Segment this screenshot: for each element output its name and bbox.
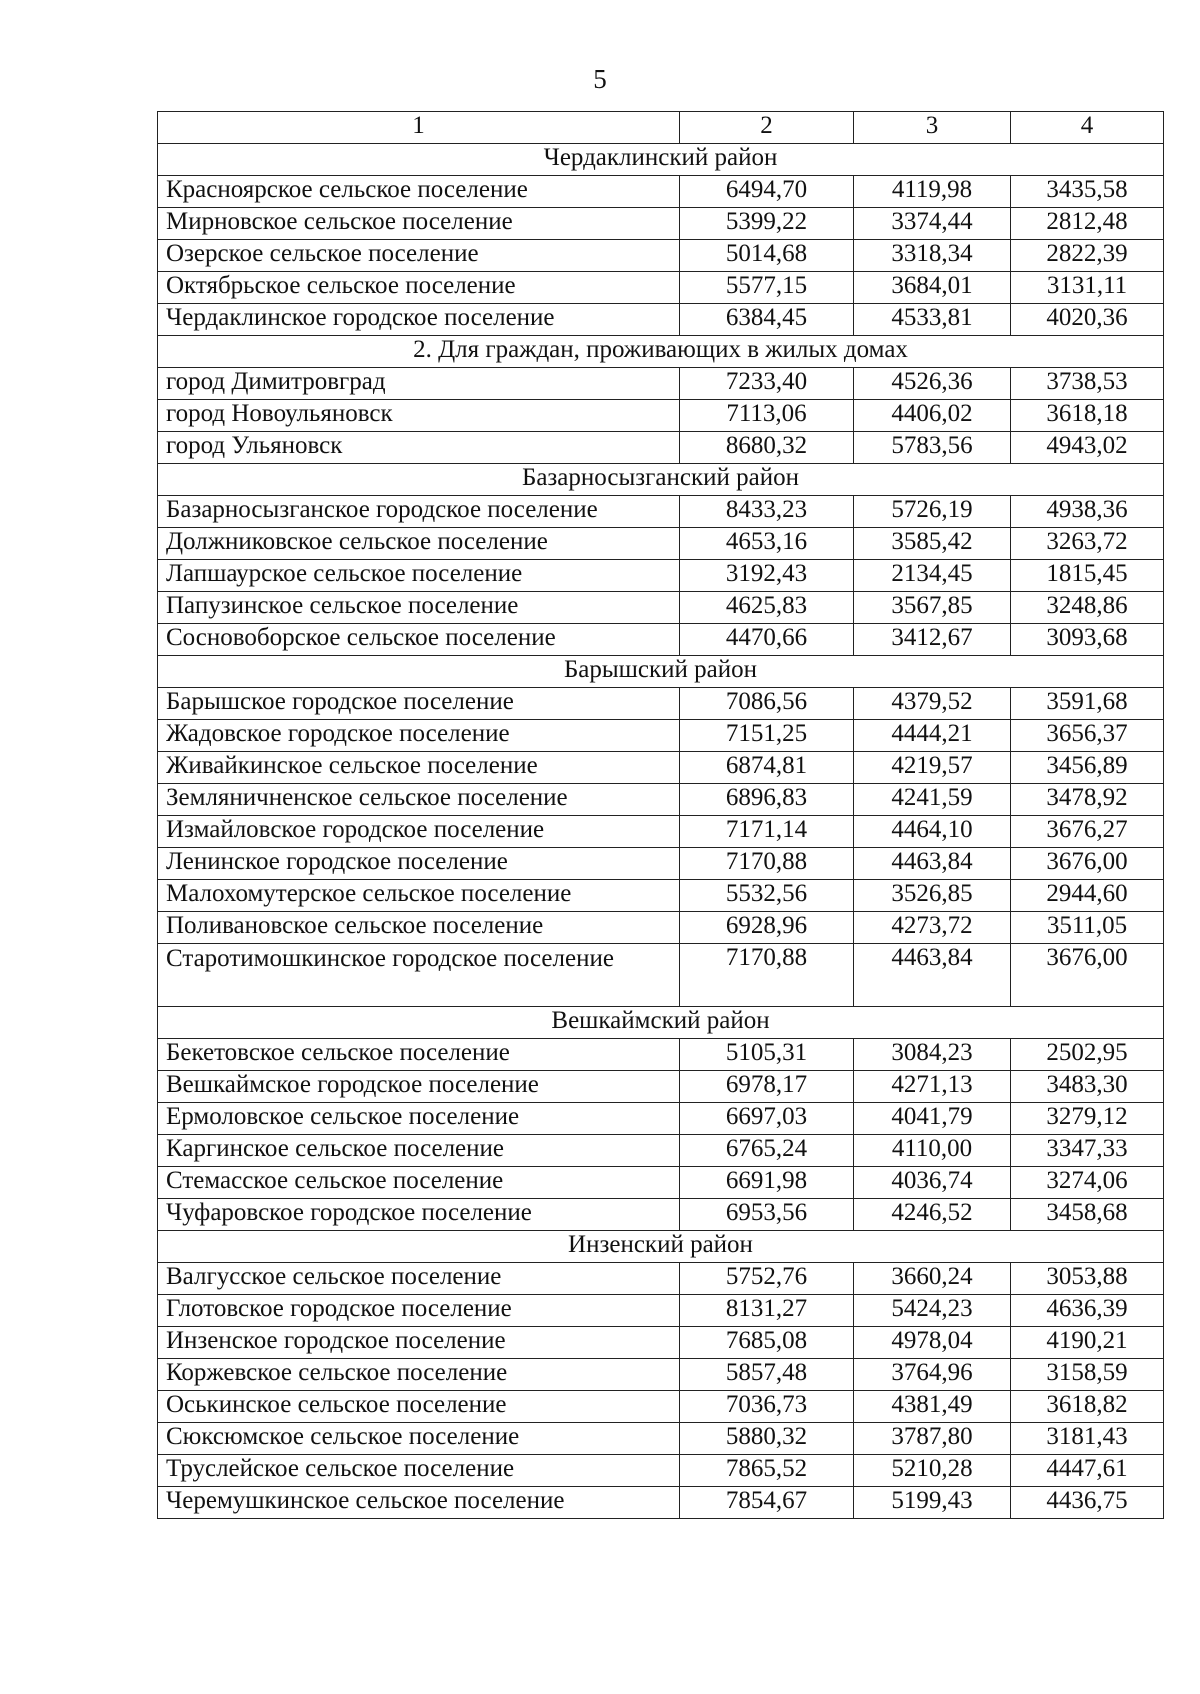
value-col2-cell: 7171,14 bbox=[680, 816, 854, 848]
page-number: 5 bbox=[593, 64, 607, 94]
section-title: Инзенский район bbox=[158, 1231, 1164, 1263]
table-body bbox=[158, 112, 1164, 1519]
value-col3-cell: 3526,85 bbox=[854, 880, 1011, 912]
settlement-name-cell: Должниковское сельское поселение bbox=[158, 528, 680, 560]
value-col3-cell: 3660,24 bbox=[854, 1263, 1011, 1295]
table-row bbox=[158, 528, 1164, 560]
value-col3-cell: 4379,52 bbox=[854, 688, 1011, 720]
value-col4-cell: 3158,59 bbox=[1011, 1359, 1164, 1391]
value-col2-cell: 7086,56 bbox=[680, 688, 854, 720]
table-row bbox=[158, 1071, 1164, 1103]
value-col4-cell: 3591,68 bbox=[1011, 688, 1164, 720]
table-row bbox=[158, 912, 1164, 944]
table-row bbox=[158, 624, 1164, 656]
settlement-name-cell: Малохомутерское сельское поселение bbox=[158, 880, 680, 912]
value-col4-cell: 3279,12 bbox=[1011, 1103, 1164, 1135]
table-row bbox=[158, 1103, 1164, 1135]
table-row bbox=[158, 1295, 1164, 1327]
table-row bbox=[158, 1455, 1164, 1487]
section-row bbox=[158, 1007, 1164, 1039]
table-row bbox=[158, 1039, 1164, 1071]
value-col4-cell: 2812,48 bbox=[1011, 208, 1164, 240]
settlement-name-cell: Измайловское городское поселение bbox=[158, 816, 680, 848]
column-header-2: 2 bbox=[680, 112, 854, 144]
section-title: Чердаклинский район bbox=[158, 144, 1164, 176]
table-row bbox=[158, 496, 1164, 528]
settlement-name-cell: Барышское городское поселение bbox=[158, 688, 680, 720]
value-col2-cell: 6494,70 bbox=[680, 176, 854, 208]
table-row bbox=[158, 944, 1164, 1007]
settlement-name-cell: Ермоловское сельское поселение bbox=[158, 1103, 680, 1135]
settlement-name-cell: Лапшаурское сельское поселение bbox=[158, 560, 680, 592]
settlement-name-cell: Красноярское сельское поселение bbox=[158, 176, 680, 208]
table-row bbox=[158, 240, 1164, 272]
value-col4-cell: 4190,21 bbox=[1011, 1327, 1164, 1359]
section-title: Барышский район bbox=[158, 656, 1164, 688]
value-col4-cell: 4943,02 bbox=[1011, 432, 1164, 464]
value-col3-cell: 4444,21 bbox=[854, 720, 1011, 752]
value-col2-cell: 7170,88 bbox=[680, 944, 854, 1007]
section-title: Базарносызганский район bbox=[158, 464, 1164, 496]
value-col3-cell: 4119,98 bbox=[854, 176, 1011, 208]
settlement-name-cell: Сюксюмское сельское поселение bbox=[158, 1423, 680, 1455]
value-col3-cell: 4273,72 bbox=[854, 912, 1011, 944]
settlement-name-cell: Коржевское сельское поселение bbox=[158, 1359, 680, 1391]
value-col4-cell: 3053,88 bbox=[1011, 1263, 1164, 1295]
value-col3-cell: 4241,59 bbox=[854, 784, 1011, 816]
table-row bbox=[158, 1327, 1164, 1359]
value-col3-cell: 2134,45 bbox=[854, 560, 1011, 592]
value-col2-cell: 4625,83 bbox=[680, 592, 854, 624]
settlement-name-cell: город Ульяновск bbox=[158, 432, 680, 464]
value-col3-cell: 3567,85 bbox=[854, 592, 1011, 624]
table-row bbox=[158, 1263, 1164, 1295]
value-col4-cell: 3618,82 bbox=[1011, 1391, 1164, 1423]
value-col3-cell: 3684,01 bbox=[854, 272, 1011, 304]
settlement-name-cell: Папузинское сельское поселение bbox=[158, 592, 680, 624]
value-col2-cell: 5577,15 bbox=[680, 272, 854, 304]
value-col2-cell: 5014,68 bbox=[680, 240, 854, 272]
value-col3-cell: 4463,84 bbox=[854, 848, 1011, 880]
value-col4-cell: 2944,60 bbox=[1011, 880, 1164, 912]
value-col3-cell: 4526,36 bbox=[854, 368, 1011, 400]
settlement-name-cell: Черемушкинское сельское поселение bbox=[158, 1487, 680, 1519]
value-col4-cell: 3676,00 bbox=[1011, 848, 1164, 880]
settlement-name-cell: Сосновоборское сельское поселение bbox=[158, 624, 680, 656]
value-col3-cell: 3318,34 bbox=[854, 240, 1011, 272]
value-col2-cell: 5532,56 bbox=[680, 880, 854, 912]
table-row bbox=[158, 1487, 1164, 1519]
settlement-name-cell: Чердаклинское городское поселение bbox=[158, 304, 680, 336]
value-col3-cell: 4041,79 bbox=[854, 1103, 1011, 1135]
settlement-name-cell: Земляничненское сельское поселение bbox=[158, 784, 680, 816]
value-col2-cell: 7233,40 bbox=[680, 368, 854, 400]
value-col2-cell: 6697,03 bbox=[680, 1103, 854, 1135]
value-col3-cell: 4246,52 bbox=[854, 1199, 1011, 1231]
section-row bbox=[158, 656, 1164, 688]
value-col4-cell: 3676,27 bbox=[1011, 816, 1164, 848]
value-col3-cell: 5726,19 bbox=[854, 496, 1011, 528]
settlement-name-cell: Жадовское городское поселение bbox=[158, 720, 680, 752]
value-col3-cell: 4381,49 bbox=[854, 1391, 1011, 1423]
value-col4-cell: 4636,39 bbox=[1011, 1295, 1164, 1327]
settlement-name-cell: Инзенское городское поселение bbox=[158, 1327, 680, 1359]
value-col2-cell: 7854,67 bbox=[680, 1487, 854, 1519]
value-col3-cell: 3084,23 bbox=[854, 1039, 1011, 1071]
table-row bbox=[158, 720, 1164, 752]
settlement-name-cell: Каргинское сельское поселение bbox=[158, 1135, 680, 1167]
value-col4-cell: 3656,37 bbox=[1011, 720, 1164, 752]
value-col4-cell: 3738,53 bbox=[1011, 368, 1164, 400]
value-col4-cell: 3131,11 bbox=[1011, 272, 1164, 304]
settlement-name-cell: Бекетовское сельское поселение bbox=[158, 1039, 680, 1071]
value-col4-cell: 4938,36 bbox=[1011, 496, 1164, 528]
value-col2-cell: 6978,17 bbox=[680, 1071, 854, 1103]
value-col4-cell: 3676,00 bbox=[1011, 944, 1164, 1007]
settlement-name-cell: Мирновское сельское поселение bbox=[158, 208, 680, 240]
value-col3-cell: 4219,57 bbox=[854, 752, 1011, 784]
value-col2-cell: 5105,31 bbox=[680, 1039, 854, 1071]
table-row bbox=[158, 784, 1164, 816]
value-col2-cell: 4653,16 bbox=[680, 528, 854, 560]
value-col4-cell: 3456,89 bbox=[1011, 752, 1164, 784]
value-col4-cell: 4447,61 bbox=[1011, 1455, 1164, 1487]
value-col2-cell: 6874,81 bbox=[680, 752, 854, 784]
value-col4-cell: 2502,95 bbox=[1011, 1039, 1164, 1071]
value-col2-cell: 8131,27 bbox=[680, 1295, 854, 1327]
table-row bbox=[158, 816, 1164, 848]
value-col2-cell: 6765,24 bbox=[680, 1135, 854, 1167]
value-col3-cell: 4533,81 bbox=[854, 304, 1011, 336]
value-col2-cell: 6384,45 bbox=[680, 304, 854, 336]
settlement-name-cell: Живайкинское сельское поселение bbox=[158, 752, 680, 784]
table-row bbox=[158, 1167, 1164, 1199]
value-col4-cell: 2822,39 bbox=[1011, 240, 1164, 272]
section-row bbox=[158, 336, 1164, 368]
table-row bbox=[158, 272, 1164, 304]
settlement-name-cell: Стемасское сельское поселение bbox=[158, 1167, 680, 1199]
table-row bbox=[158, 848, 1164, 880]
settlement-name-cell: город Димитровград bbox=[158, 368, 680, 400]
value-col4-cell: 3248,86 bbox=[1011, 592, 1164, 624]
value-col3-cell: 3374,44 bbox=[854, 208, 1011, 240]
value-col2-cell: 3192,43 bbox=[680, 560, 854, 592]
settlement-name-cell: Озерское сельское поселение bbox=[158, 240, 680, 272]
table-row bbox=[158, 400, 1164, 432]
value-col4-cell: 3511,05 bbox=[1011, 912, 1164, 944]
value-col4-cell: 3093,68 bbox=[1011, 624, 1164, 656]
value-col3-cell: 5199,43 bbox=[854, 1487, 1011, 1519]
table-row bbox=[158, 176, 1164, 208]
settlement-name-cell: Старотимошкинское городское поселение bbox=[158, 944, 680, 1007]
settlement-name-cell: Октябрьское сельское поселение bbox=[158, 272, 680, 304]
tariff-table bbox=[157, 111, 1164, 1519]
value-col3-cell: 4406,02 bbox=[854, 400, 1011, 432]
settlement-name-cell: Чуфаровское городское поселение bbox=[158, 1199, 680, 1231]
value-col2-cell: 5857,48 bbox=[680, 1359, 854, 1391]
value-col3-cell: 5424,23 bbox=[854, 1295, 1011, 1327]
section-row bbox=[158, 1231, 1164, 1263]
value-col2-cell: 7865,52 bbox=[680, 1455, 854, 1487]
value-col4-cell: 3263,72 bbox=[1011, 528, 1164, 560]
settlement-name-cell: Поливановское сельское поселение bbox=[158, 912, 680, 944]
value-col2-cell: 4470,66 bbox=[680, 624, 854, 656]
table-header-row bbox=[158, 112, 1164, 144]
value-col2-cell: 6953,56 bbox=[680, 1199, 854, 1231]
value-col4-cell: 4020,36 bbox=[1011, 304, 1164, 336]
table-row bbox=[158, 1391, 1164, 1423]
settlement-name-cell: город Новоульяновск bbox=[158, 400, 680, 432]
table-row bbox=[158, 208, 1164, 240]
table-row bbox=[158, 592, 1164, 624]
section-row bbox=[158, 464, 1164, 496]
value-col2-cell: 7036,73 bbox=[680, 1391, 854, 1423]
value-col3-cell: 4978,04 bbox=[854, 1327, 1011, 1359]
value-col2-cell: 6928,96 bbox=[680, 912, 854, 944]
value-col3-cell: 4036,74 bbox=[854, 1167, 1011, 1199]
value-col2-cell: 7151,25 bbox=[680, 720, 854, 752]
value-col4-cell: 3274,06 bbox=[1011, 1167, 1164, 1199]
value-col3-cell: 3764,96 bbox=[854, 1359, 1011, 1391]
value-col3-cell: 5210,28 bbox=[854, 1455, 1011, 1487]
table-row bbox=[158, 304, 1164, 336]
value-col3-cell: 3585,42 bbox=[854, 528, 1011, 560]
settlement-name-cell: Труслейское сельское поселение bbox=[158, 1455, 680, 1487]
value-col2-cell: 8433,23 bbox=[680, 496, 854, 528]
value-col4-cell: 3435,58 bbox=[1011, 176, 1164, 208]
value-col2-cell: 5752,76 bbox=[680, 1263, 854, 1295]
value-col4-cell: 3483,30 bbox=[1011, 1071, 1164, 1103]
value-col4-cell: 3458,68 bbox=[1011, 1199, 1164, 1231]
value-col2-cell: 5399,22 bbox=[680, 208, 854, 240]
settlement-name-cell: Базарносызганское городское поселение bbox=[158, 496, 680, 528]
section-row bbox=[158, 144, 1164, 176]
value-col3-cell: 4463,84 bbox=[854, 944, 1011, 1007]
column-header-1: 1 bbox=[158, 112, 680, 144]
settlement-name-cell: Глотовское городское поселение bbox=[158, 1295, 680, 1327]
value-col2-cell: 5880,32 bbox=[680, 1423, 854, 1455]
value-col2-cell: 6691,98 bbox=[680, 1167, 854, 1199]
table-row bbox=[158, 1135, 1164, 1167]
value-col3-cell: 4464,10 bbox=[854, 816, 1011, 848]
value-col3-cell: 3412,67 bbox=[854, 624, 1011, 656]
value-col2-cell: 6896,83 bbox=[680, 784, 854, 816]
settlement-name-cell: Вешкаймское городское поселение bbox=[158, 1071, 680, 1103]
settlement-name-cell: Ленинское городское поселение bbox=[158, 848, 680, 880]
table-row bbox=[158, 1199, 1164, 1231]
value-col4-cell: 3181,43 bbox=[1011, 1423, 1164, 1455]
settlement-name-cell: Оськинское сельское поселение bbox=[158, 1391, 680, 1423]
section-title: 2. Для граждан, проживающих в жилых домах bbox=[158, 336, 1164, 368]
value-col3-cell: 4110,00 bbox=[854, 1135, 1011, 1167]
column-header-3: 3 bbox=[854, 112, 1011, 144]
table-row bbox=[158, 1359, 1164, 1391]
table-row bbox=[158, 880, 1164, 912]
table-row bbox=[158, 560, 1164, 592]
value-col4-cell: 4436,75 bbox=[1011, 1487, 1164, 1519]
value-col2-cell: 8680,32 bbox=[680, 432, 854, 464]
value-col4-cell: 3618,18 bbox=[1011, 400, 1164, 432]
value-col3-cell: 3787,80 bbox=[854, 1423, 1011, 1455]
value-col4-cell: 3478,92 bbox=[1011, 784, 1164, 816]
table-row bbox=[158, 688, 1164, 720]
table-row bbox=[158, 752, 1164, 784]
value-col3-cell: 4271,13 bbox=[854, 1071, 1011, 1103]
column-header-4: 4 bbox=[1011, 112, 1164, 144]
value-col2-cell: 7685,08 bbox=[680, 1327, 854, 1359]
table-row bbox=[158, 1423, 1164, 1455]
value-col4-cell: 1815,45 bbox=[1011, 560, 1164, 592]
section-title: Вешкаймский район bbox=[158, 1007, 1164, 1039]
value-col2-cell: 7170,88 bbox=[680, 848, 854, 880]
settlement-name-cell: Валгусское сельское поселение bbox=[158, 1263, 680, 1295]
value-col4-cell: 3347,33 bbox=[1011, 1135, 1164, 1167]
table-row bbox=[158, 432, 1164, 464]
value-col3-cell: 5783,56 bbox=[854, 432, 1011, 464]
value-col2-cell: 7113,06 bbox=[680, 400, 854, 432]
table-row bbox=[158, 368, 1164, 400]
